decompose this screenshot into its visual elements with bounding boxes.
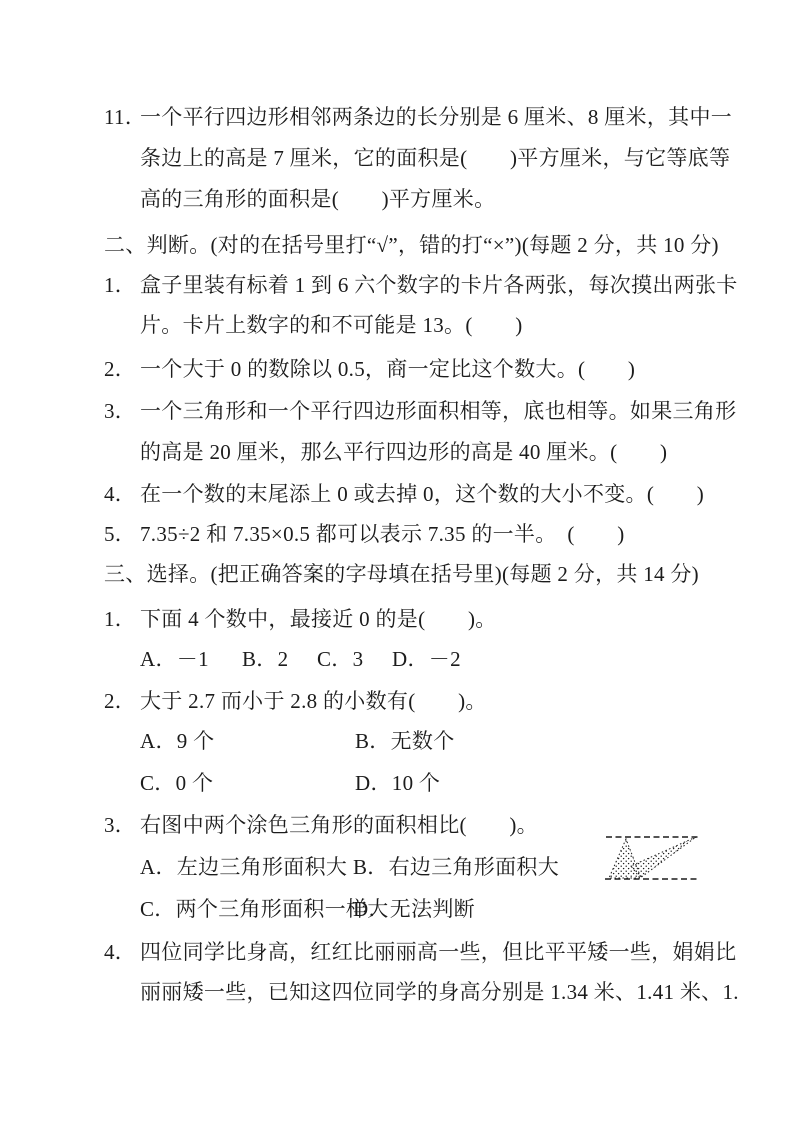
s2-question-3-text-cont: 的高是 20 厘米，那么平行四边形的高是 40 厘米。( )	[140, 440, 668, 464]
question-11-line-2	[140, 145, 730, 171]
s2-question-1-line-2	[140, 312, 523, 338]
s2-question-1-number: 1．	[104, 273, 137, 297]
s3-question-1-options	[140, 646, 461, 672]
s2-question-2	[104, 356, 635, 382]
s3-question-2-number: 2．	[104, 689, 137, 713]
s3-q1-option-b: B．2	[242, 647, 289, 671]
s2-question-3-number: 3．	[104, 399, 137, 423]
question-11-number: 11．	[104, 105, 147, 129]
s2-question-5-text: 7.35÷2 和 7.35×0.5 都可以表示 7.35 的一半。 ( )	[140, 522, 625, 546]
s3-question-4-number: 4．	[104, 940, 137, 964]
s3-q3-option-b: B．右边三角形面积大	[353, 855, 560, 879]
s3-q1-option-d: D．－2	[392, 647, 461, 671]
question-11-text-end: 高的三角形的面积是( )平方厘米。	[140, 187, 496, 211]
section-2-heading-text: 二、判断。(对的在括号里打“√”，错的打“×”)(每题 2 分，共 10 分)	[104, 233, 719, 257]
s3-question-1-number: 1．	[104, 607, 137, 631]
s3-question-2-options-row-1	[140, 728, 455, 754]
s2-question-4	[104, 481, 704, 507]
section-2-heading	[104, 232, 719, 258]
s3-question-4-line-1	[104, 939, 736, 965]
s2-question-2-text: 一个大于 0 的数除以 0.5，商一定比这个数大。( )	[140, 357, 636, 381]
s2-question-4-number: 4．	[104, 482, 137, 506]
s3-question-4-text: 四位同学比身高，红红比丽丽高一些，但比平平矮一些，娟娟比	[140, 940, 737, 964]
s3-q3-option-c: C．两个三角形面积一样大	[140, 897, 389, 921]
s2-question-3-line-2	[140, 439, 667, 465]
s3-q3-option-d: D．无法判断	[353, 897, 475, 921]
s3-question-3	[104, 812, 538, 838]
section-3-heading	[104, 561, 699, 587]
section-3-heading-text: 三、选择。(把正确答案的字母填在括号里)(每题 2 分，共 14 分)	[104, 562, 699, 586]
s2-question-1-text: 盒子里装有标着 1 到 6 六个数字的卡片各两张，每次摸出两张卡	[140, 273, 738, 297]
right-shaded-triangle	[631, 837, 696, 878]
s3-question-3-text: 右图中两个涂色三角形的面积相比( )。	[140, 813, 538, 837]
s3-question-4-text-cont: 丽丽矮一些，已知这四位同学的身高分别是 1.34 米、1.41 米、1.	[140, 980, 739, 1004]
s2-question-5	[104, 521, 625, 547]
s3-question-4-line-2	[140, 979, 739, 1005]
s2-question-5-number: 5．	[104, 522, 137, 546]
s3-question-2-text: 大于 2.7 而小于 2.8 的小数有( )。	[140, 689, 487, 713]
s3-q2-option-c: C．0 个	[140, 771, 214, 795]
s3-question-3-number: 3．	[104, 813, 137, 837]
question-11-line-3	[140, 186, 495, 212]
question-11-text-cont: 条边上的高是 7 厘米，它的面积是( )平方厘米，与它等底等	[140, 146, 731, 170]
s3-question-3-options-row-1	[140, 854, 559, 880]
s3-question-3-options-row-2	[140, 896, 475, 922]
s2-question-3-line-1	[104, 398, 736, 424]
s2-question-1-text-cont: 片。卡片上数字的和不可能是 13。( )	[140, 313, 523, 337]
shaded-triangles-figure	[598, 826, 704, 886]
s3-q1-option-a: A．－1	[140, 647, 209, 671]
s2-question-1-line-1	[104, 272, 738, 298]
s3-question-2-options-row-2	[140, 770, 440, 796]
question-11-text: 一个平行四边形相邻两条边的长分别是 6 厘米、8 厘米，其中一	[140, 105, 733, 129]
s3-question-2	[104, 688, 487, 714]
s2-question-2-number: 2．	[104, 357, 137, 381]
s3-q2-option-b: B．无数个	[355, 729, 455, 753]
s2-question-3-text: 一个三角形和一个平行四边形面积相等，底也相等。如果三角形	[140, 399, 737, 423]
question-11-line-1	[104, 104, 732, 130]
s2-question-4-text: 在一个数的末尾添上 0 或去掉 0，这个数的大小不变。( )	[140, 482, 705, 506]
s3-q3-option-a: A．左边三角形面积大	[140, 855, 348, 879]
s3-question-1-text: 下面 4 个数中，最接近 0 的是( )。	[140, 607, 497, 631]
s3-q2-option-d: D．10 个	[355, 771, 441, 795]
s3-q2-option-a: A．9 个	[140, 729, 215, 753]
s3-q1-option-c: C．3	[317, 647, 364, 671]
s3-question-1	[104, 606, 497, 632]
